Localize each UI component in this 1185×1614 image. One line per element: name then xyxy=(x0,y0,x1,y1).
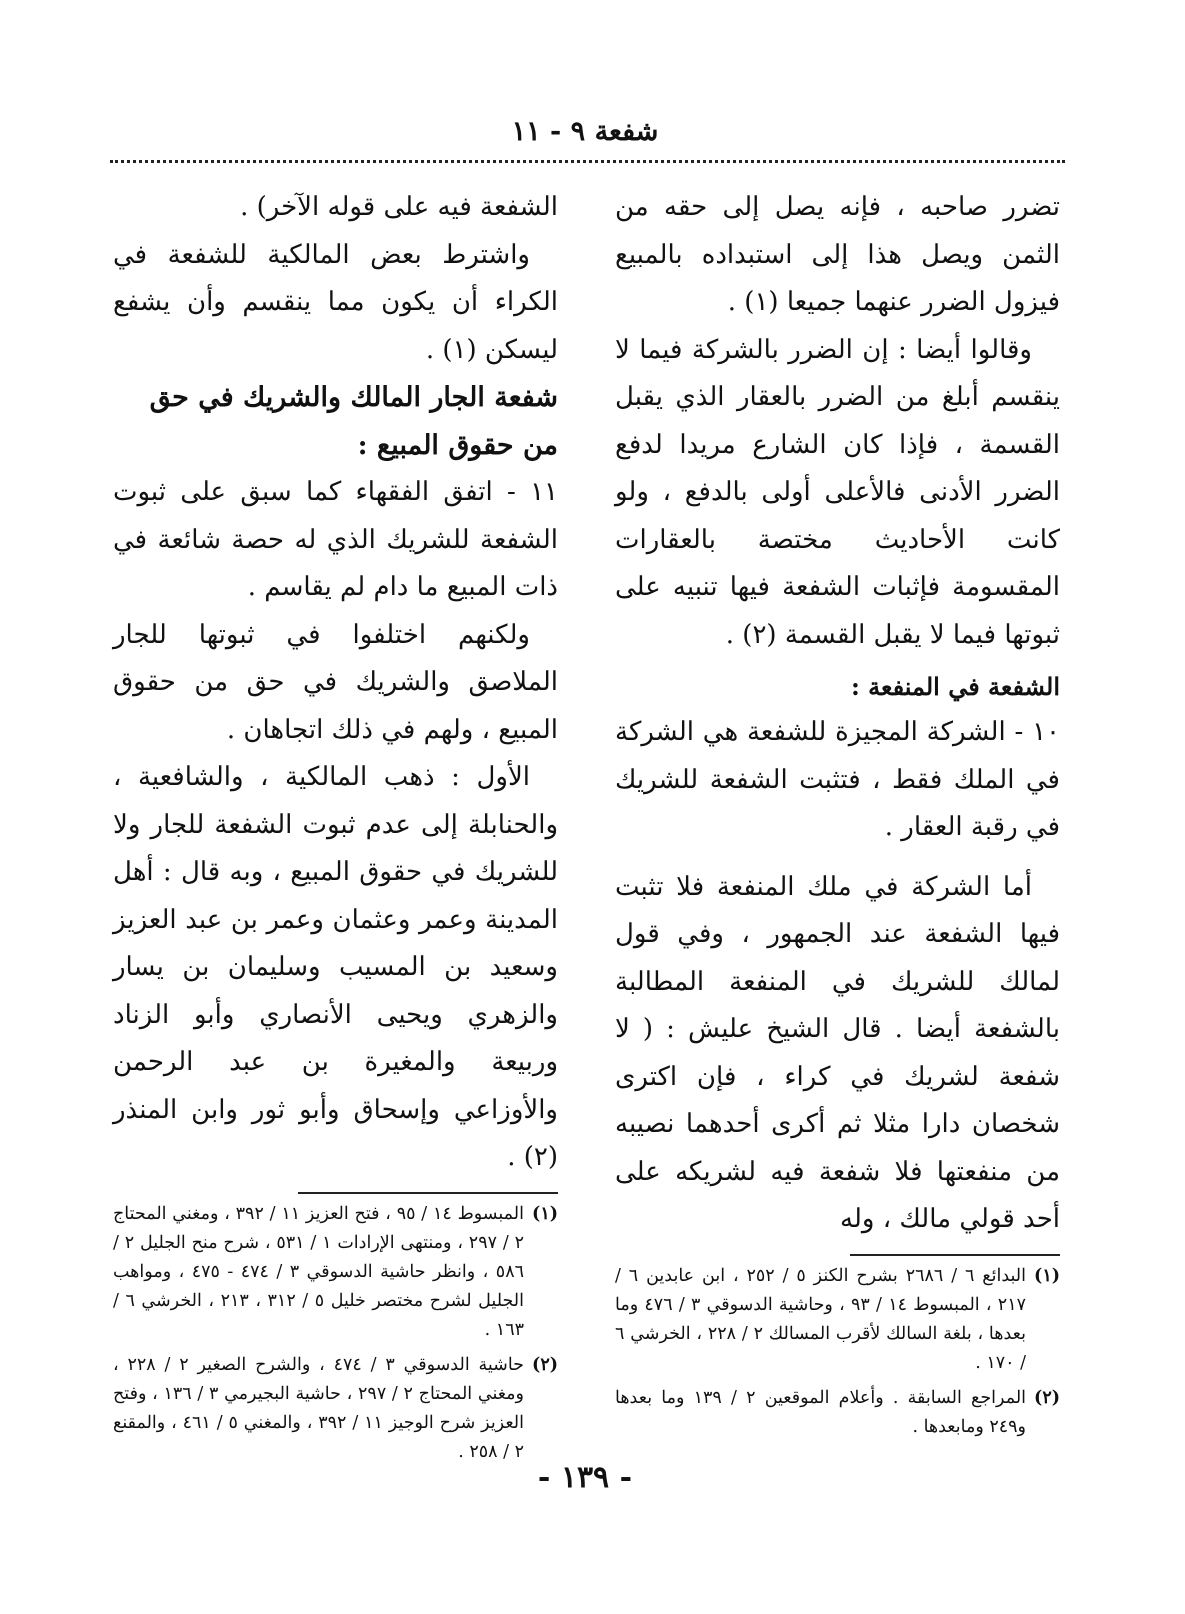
footnote-item xyxy=(615,1384,1060,1442)
section-heading-neighbor: شفعة الجار المالك والشريك في حق من حقوق المبيع : xyxy=(149,382,558,461)
footnote-text: حاشية الدسوقي ٣ / ٤٧٤ ، والشرح الصغير ٢ / ٢٢٨ ، ومغني المحتاج ٢ / ٢٩٧ ، حاشية البجيرمي ٣ / ١٣٦ ، وفتح العزيز شرح الوجيز ١١ / ٣٩٢ ، والمغني ٥ / ٤٦١ ، والمقنع ٢ / ٢٥٨ . xyxy=(113,1354,525,1462)
left-paragraph-2: واشترط بعض المالكية للشفعة في الكراء أن يكون مما ينقسم وأن يشفع ليسكن (١) . xyxy=(113,239,558,365)
footnote-item xyxy=(615,1262,1060,1378)
right-column xyxy=(615,184,1060,1448)
right-paragraph-1: تضرر صاحبه ، فإنه يصل إلى حقه من الثمن ويصل هذا إلى استبداده بالمبيع فيزول الضرر عنهما جميعا (١) . xyxy=(615,192,1061,317)
footnote-number: (٢) xyxy=(532,1354,558,1375)
footnote-separator-right xyxy=(850,1254,1060,1256)
left-paragraph-1: الشفعة فيه على قوله الآخر) . xyxy=(240,192,558,222)
right-paragraph-2: وقالوا أيضا : إن الضرر بالشركة فيما لا ينقسم أبلغ من الضرر بالعقار الذي يقبل القسمة ، فإذا كان الشارع مريدا لدفع الضرر الأدنى فالأعلى أولى بالدفع ، ولو كانت الأحاديث مختصة بالعقارات المقسومة فإثبات الشفعة فيها تنبيه على ثبوتها فيما لا يقبل القسمة (٢) . xyxy=(615,334,1060,650)
footnote-item xyxy=(113,1351,558,1467)
section-heading-usufruct: الشفعة في المنفعة : xyxy=(850,672,1060,701)
left-paragraph-5: الأول : ذهب المالكية ، والشافعية ، والحنابلة إلى عدم ثبوت الشفعة للجار ولا للشريك في حقوق المبيع ، وبه قال : أهل المدينة وعمر وعثمان وعمر بن عبد العزيز وسعيد بن المسيب وسليمان بن يسار والزهري ويحيى الأنصاري وأبو الزناد وربيعة والمغيرة بن عبد الرحمن والأوزاعي وإسحاق وأبو ثور وابن المنذر (٢) . xyxy=(113,762,558,1172)
left-column xyxy=(113,184,558,1473)
page-number: - ١٣٩ - xyxy=(537,1460,633,1495)
right-paragraph-3: ١٠ - الشركة المجيزة للشفعة هي الشركة في الملك فقط ، فتثبت الشفعة للشريك في رقبة العقار . xyxy=(615,717,1060,842)
footnote-text: المراجع السابقة . وأعلام الموقعين ٢ / ١٣٩ وما بعدها و٢٤٩ ومابعدها . xyxy=(615,1387,1027,1437)
right-paragraph-4: أما الشركة في ملك المنفعة فلا تثبت فيها الشفعة عند الجمهور ، وفي قول لمالك للشريك في المنفعة المطالبة بالشفعة أيضا . قال الشيخ عليش : ( لا شفعة لشريك في كراء ، فإن اكترى شخصان دارا مثلا ثم أكرى أحدهما نصيبه من منفعتها فلا شفعة فيه لشريكه على أحد قولي مالك ، وله xyxy=(615,871,1060,1234)
left-paragraph-3: ١١ - اتفق الفقهاء كما سبق على ثبوت الشفعة للشريك الذي له حصة شائعة في ذات المبيع ما دام لم يقاسم . xyxy=(113,477,558,602)
footnote-separator-left xyxy=(298,1192,558,1194)
running-header: شفعة ٩ - ١١ xyxy=(511,116,659,147)
footnote-number: (١) xyxy=(532,1203,558,1224)
footnote-item xyxy=(113,1200,558,1345)
footnote-text: المبسوط ١٤ / ٩٥ ، فتح العزيز ١١ / ٣٩٢ ، ومغني المحتاج ٢ / ٢٩٧ ، ومنتهى الإرادات ١ / ٥٣١ ، شرح منح الجليل ٢ / ٥٨٦ ، وانظر حاشية الدسوقي ٣ / ٤٧٤ - ٤٧٥ ، ومواهب الجليل لشرح مختصر خليل ٥ / ٣١٢ ، ٢١٣ ، الخرشي ٦ / ١٦٣ . xyxy=(113,1203,524,1340)
footnote-number: (٢) xyxy=(1034,1387,1060,1408)
footnote-text: البدائع ٦ / ٢٦٨٦ بشرح الكنز ٥ / ٢٥٢ ، ابن عابدين ٦ / ٢١٧ ، المبسوط ١٤ / ٩٣ ، وحاشية الدسوقي ٣ / ٤٧٦ وما بعدها ، بلغة السالك لأقرب المسالك ٢ / ٢٢٨ ، الخرشي ٦ / ١٧٠ . xyxy=(615,1265,1027,1373)
footnote-number: (١) xyxy=(1034,1265,1060,1286)
header-dotted-rule xyxy=(110,160,1065,163)
left-paragraph-4: ولكنهم اختلفوا في ثبوتها للجار الملاصق والشريك في حق من حقوق المبيع ، ولهم في ذلك اتجاهان . xyxy=(113,619,558,745)
